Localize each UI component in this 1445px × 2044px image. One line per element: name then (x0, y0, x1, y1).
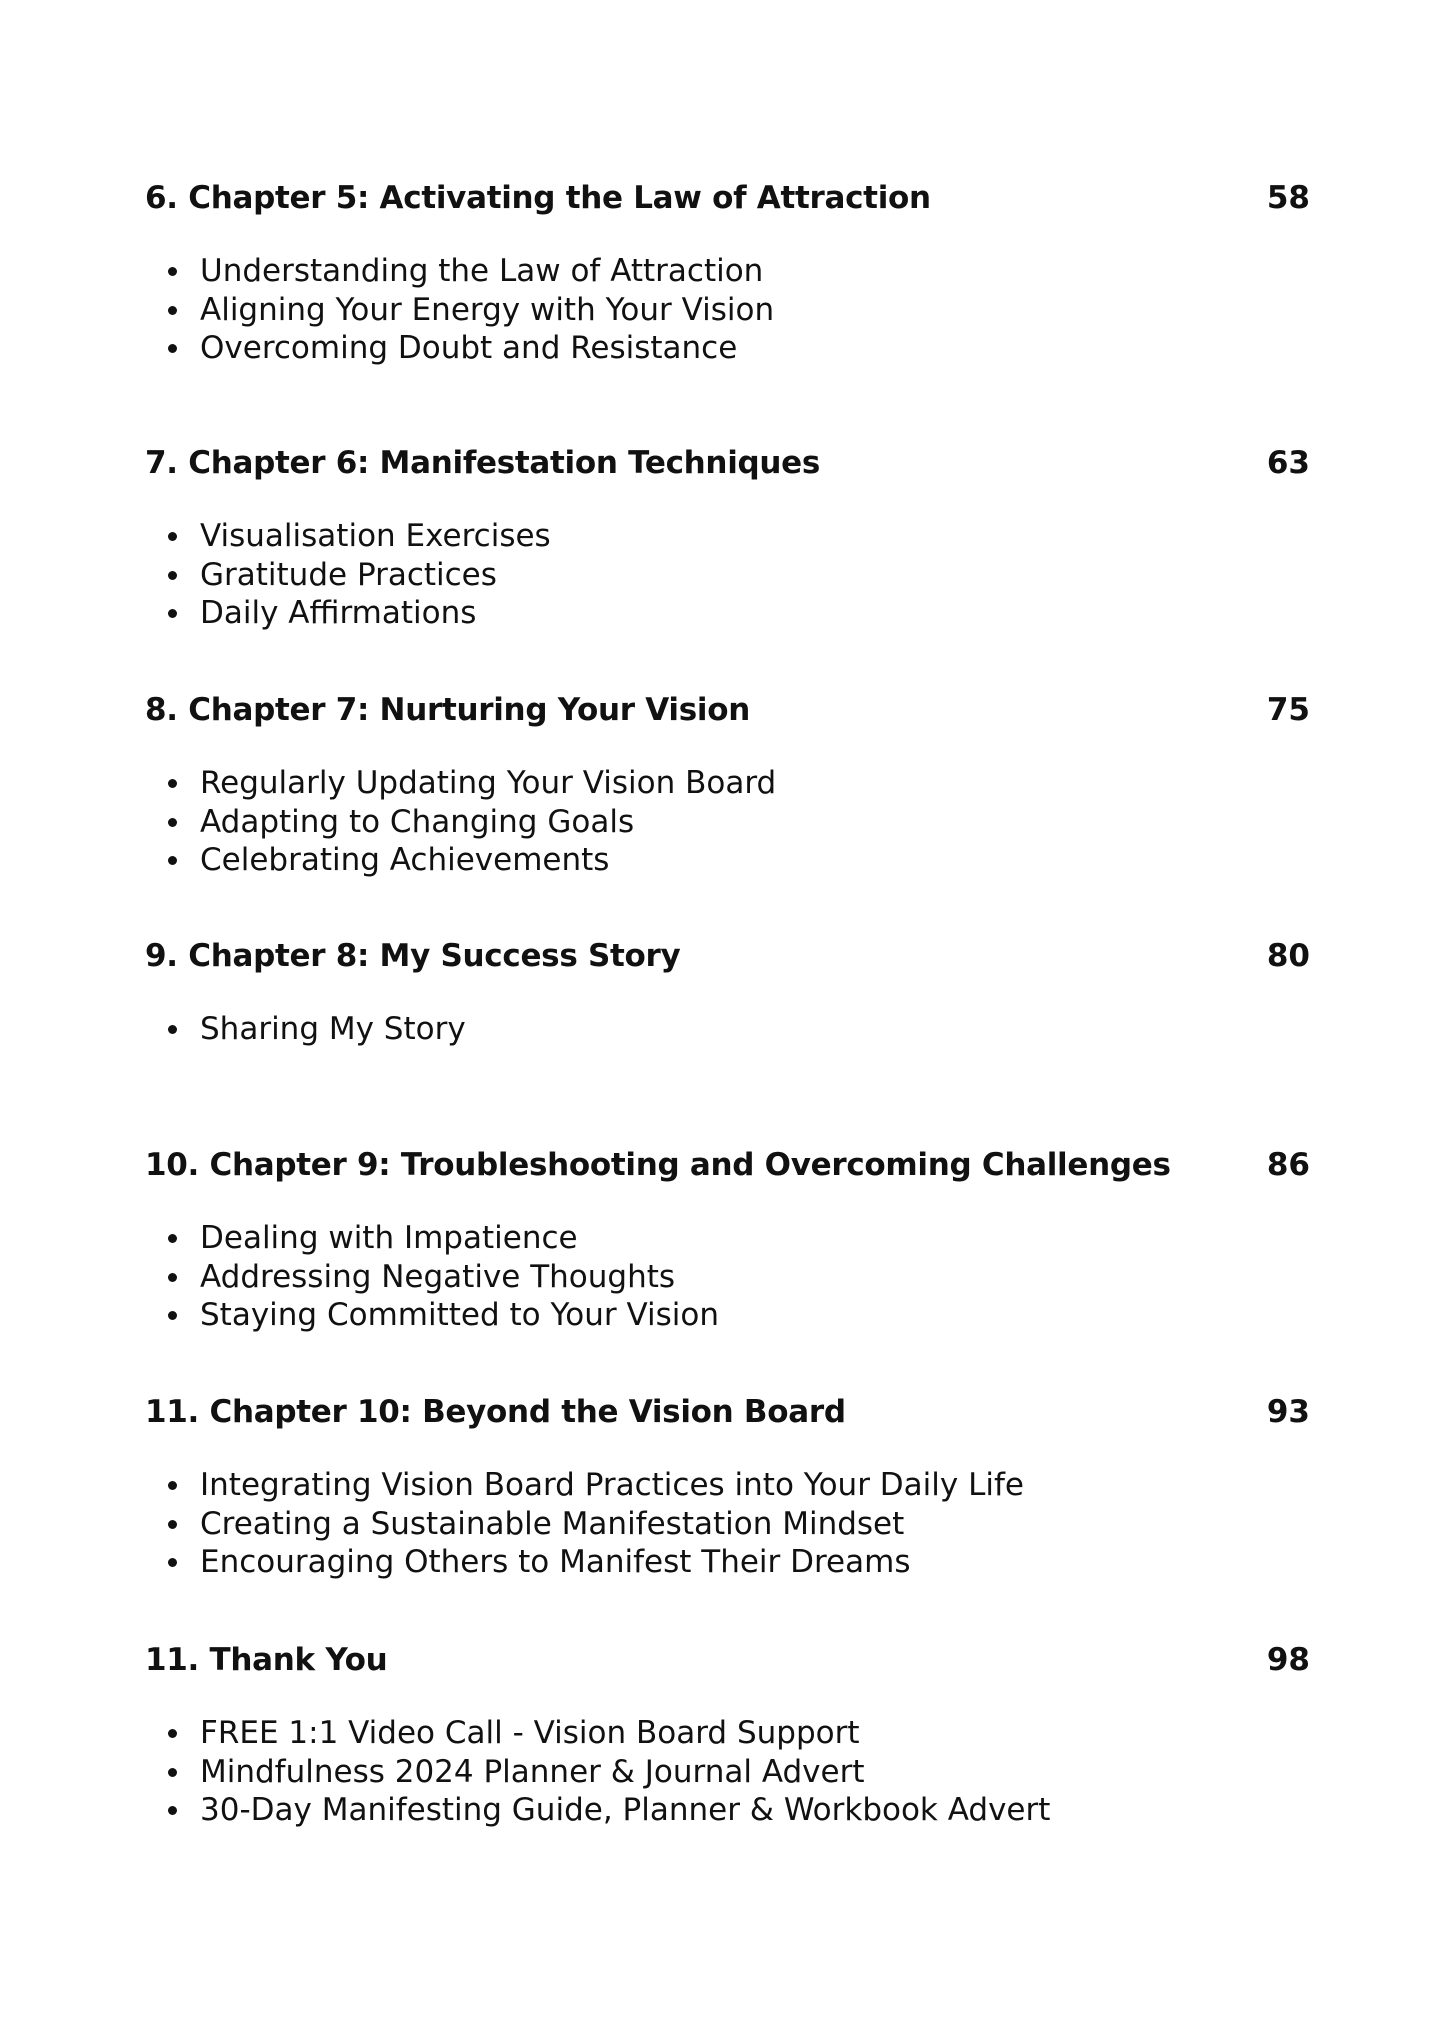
topic-label: Integrating Vision Board Practices into Your Daily Life (200, 1467, 1024, 1503)
list-item (145, 803, 1310, 842)
list-item (145, 1543, 1310, 1582)
topic-label: Sharing My Story (200, 1011, 466, 1047)
toc-section-thank-you (145, 1638, 1310, 1828)
topic-label: Understanding the Law of Attraction (200, 253, 764, 289)
topic-label: Regularly Updating Your Vision Board (200, 765, 777, 801)
list-item (145, 1753, 1310, 1792)
bullet-icon (168, 779, 177, 788)
toc-heading-row (145, 1638, 1310, 1682)
list-item (145, 1714, 1310, 1753)
toc-heading-row (145, 1143, 1310, 1187)
topic-label: Adapting to Changing Goals (200, 803, 635, 840)
topic-label: Staying Committed to Your Vision (200, 1297, 720, 1333)
toc-heading-row (145, 441, 1310, 485)
chapter-title: 6. Chapter 5: Activating the Law of Attraction (145, 180, 931, 216)
list-item (145, 841, 1310, 880)
page-number: 80 (1266, 938, 1310, 974)
chapter-title: 7. Chapter 6: Manifestation Techniques (145, 445, 821, 481)
bullet-icon (168, 344, 177, 353)
list-item (145, 594, 1310, 633)
bullet-icon (168, 818, 177, 827)
bullet-icon (168, 306, 177, 315)
topic-label: Aligning Your Energy with Your Vision (200, 291, 775, 328)
topic-list (145, 1714, 1310, 1830)
toc-heading-row (145, 688, 1310, 732)
chapter-title: 8. Chapter 7: Nurturing Your Vision (145, 692, 750, 728)
topic-label: Overcoming Doubt and Resistance (200, 330, 738, 366)
bullet-icon (168, 856, 177, 865)
list-item (145, 1219, 1310, 1258)
toc-section-chapter-6 (145, 441, 1310, 631)
list-item (145, 329, 1310, 368)
topic-label: 30-Day Manifesting Guide, Planner & Workbook Advert (200, 1792, 1051, 1828)
toc-section-chapter-9 (145, 1143, 1310, 1333)
toc-heading-row (145, 176, 1310, 220)
bullet-icon (168, 1273, 177, 1282)
topic-label: Addressing Negative Thoughts (200, 1258, 676, 1295)
bullet-icon (168, 1311, 177, 1320)
bullet-icon (168, 571, 177, 580)
chapter-title: 9. Chapter 8: My Success Story (145, 938, 681, 974)
list-item (145, 1791, 1310, 1830)
list-item (145, 517, 1310, 556)
list-item (145, 1505, 1310, 1544)
bullet-icon (168, 1234, 177, 1243)
list-item (145, 1466, 1310, 1505)
topic-label: Gratitude Practices (200, 556, 497, 593)
topic-list (145, 1466, 1310, 1582)
toc-heading-row (145, 1390, 1310, 1434)
topic-label: Dealing with Impatience (200, 1220, 578, 1256)
bullet-icon (168, 1558, 177, 1567)
list-item (145, 252, 1310, 291)
topic-list (145, 1010, 1310, 1049)
page-number: 98 (1266, 1642, 1310, 1678)
toc-section-chapter-5 (145, 176, 1310, 366)
topic-label: Mindfulness 2024 Planner & Journal Advert (200, 1753, 865, 1790)
topic-label: Celebrating Achievements (200, 842, 610, 878)
list-item (145, 1258, 1310, 1297)
page-number: 63 (1266, 445, 1310, 481)
bullet-icon (168, 1520, 177, 1529)
topic-list (145, 1219, 1310, 1335)
page-number: 93 (1266, 1394, 1310, 1430)
page-number: 86 (1266, 1147, 1310, 1183)
topic-list (145, 517, 1310, 633)
bullet-icon (168, 1806, 177, 1815)
bullet-icon (168, 532, 177, 541)
bullet-icon (168, 1025, 177, 1034)
bullet-icon (168, 1481, 177, 1490)
chapter-title: 11. Chapter 10: Beyond the Vision Board (145, 1394, 846, 1430)
list-item (145, 556, 1310, 595)
toc-section-chapter-10 (145, 1390, 1310, 1580)
topic-list (145, 764, 1310, 880)
page-number: 75 (1266, 692, 1310, 728)
list-item (145, 1010, 1310, 1049)
toc-section-chapter-8 (145, 934, 1310, 1047)
topic-label: Visualisation Exercises (200, 518, 551, 554)
topic-label: FREE 1:1 Video Call - Vision Board Support (200, 1715, 860, 1751)
bullet-icon (168, 1729, 177, 1738)
topic-label: Encouraging Others to Manifest Their Dreams (200, 1544, 911, 1580)
bullet-icon (168, 609, 177, 618)
topic-label: Daily Affirmations (200, 595, 477, 631)
topic-list (145, 252, 1310, 368)
list-item (145, 1296, 1310, 1335)
list-item (145, 764, 1310, 803)
list-item (145, 291, 1310, 330)
chapter-title: 10. Chapter 9: Troubleshooting and Overcoming Challenges (145, 1147, 1171, 1183)
bullet-icon (168, 1768, 177, 1777)
topic-label: Creating a Sustainable Manifestation Mindset (200, 1505, 905, 1542)
chapter-title: 11. Thank You (145, 1642, 388, 1678)
page-number: 58 (1266, 180, 1310, 216)
bullet-icon (168, 267, 177, 276)
toc-heading-row (145, 934, 1310, 978)
toc-section-chapter-7 (145, 688, 1310, 878)
